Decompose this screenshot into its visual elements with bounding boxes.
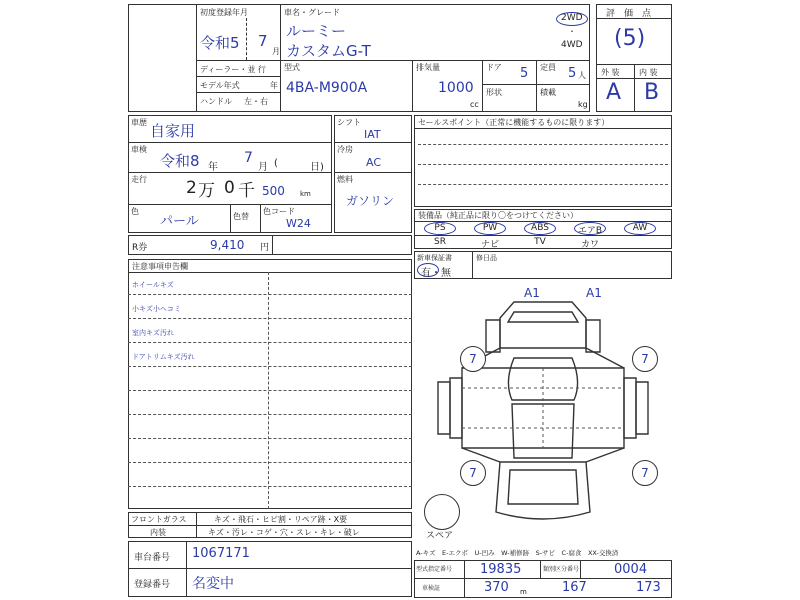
note-item-1: ホイールキズ bbox=[132, 281, 174, 289]
windshield-value: キズ・飛石・ヒビ割・リペア跡・X要 bbox=[214, 515, 348, 524]
drive-2wd: 2WD bbox=[561, 13, 583, 23]
reg-no-value: 名変中 bbox=[192, 576, 234, 592]
manual-value: 有・無 bbox=[421, 268, 451, 279]
recycle-label: R券 bbox=[132, 243, 148, 253]
first-reg-era: 令和5 bbox=[200, 34, 240, 52]
equipment-item: SR bbox=[434, 237, 446, 247]
spare-tire-circle bbox=[424, 494, 460, 530]
equipment-circle bbox=[474, 222, 506, 235]
tire-front-right: 7 bbox=[632, 346, 658, 372]
mileage-man: 2 bbox=[186, 178, 197, 198]
mark-top-2: A1 bbox=[586, 286, 602, 300]
doors-label: ドア bbox=[486, 63, 502, 72]
exterior-label: 外 装 bbox=[601, 68, 620, 77]
mileage-sen-unit: 千 bbox=[238, 181, 255, 201]
load-unit: kg bbox=[578, 100, 588, 109]
handle-value: 左・右 bbox=[244, 97, 268, 106]
inspection-paren: ( bbox=[274, 158, 278, 169]
inspection-day-unit: 日) bbox=[310, 162, 324, 173]
tire-front-left: 7 bbox=[460, 346, 486, 372]
equipment-item: PW bbox=[482, 223, 498, 233]
note-item-4: ドアトリムキズ汚れ bbox=[132, 353, 195, 361]
sales-point-label: セールスポイント（正常に機能するものに限ります） bbox=[418, 118, 610, 127]
note-item-3: 室内キズ汚れ bbox=[132, 329, 174, 337]
manual-box bbox=[414, 251, 672, 279]
load-label: 積載 bbox=[540, 88, 556, 97]
spare-label: スペア bbox=[426, 531, 454, 541]
equipment-circle bbox=[524, 222, 556, 235]
stock-no-label: 車台番号 bbox=[134, 553, 171, 563]
model-label: 型式 bbox=[284, 63, 300, 72]
color-label: 色 bbox=[131, 207, 139, 216]
class-no-label: 類別区分番号 bbox=[543, 566, 580, 573]
ac-value: AC bbox=[366, 156, 382, 169]
mileage-sen: 0 bbox=[224, 178, 235, 198]
model-year-unit: 年 bbox=[270, 81, 278, 90]
car-name: ルーミー bbox=[286, 22, 347, 40]
type-no-label: 型式指定番号 bbox=[416, 566, 453, 573]
inspection-label: 車検 bbox=[131, 145, 147, 154]
first-reg-month: 7 bbox=[258, 32, 268, 50]
score-label: 評 価 点 bbox=[606, 9, 652, 19]
mileage-hundreds: 500 bbox=[262, 184, 285, 198]
doors-value: 5 bbox=[520, 66, 529, 81]
first-reg-label: 初度登録年月 bbox=[200, 8, 248, 17]
interior-grade: B bbox=[644, 80, 660, 105]
notes-line bbox=[128, 414, 412, 415]
interior-row-value: キズ・汚レ・コゲ・穴・スレ・キレ・破レ bbox=[208, 528, 360, 537]
score-value: (5) bbox=[614, 26, 646, 51]
capacity-value: 5 bbox=[568, 66, 577, 81]
reg-no-label: 登録番号 bbox=[134, 580, 171, 590]
notes-line bbox=[128, 462, 412, 463]
capacity-label: 定員 bbox=[540, 63, 556, 72]
color-value: パール bbox=[160, 214, 199, 229]
length-value: 370 bbox=[484, 580, 509, 595]
fuel-label: 燃料 bbox=[337, 175, 353, 184]
color-no-label: 色替 bbox=[233, 212, 249, 221]
notes-box bbox=[128, 259, 412, 509]
model-value: 4BA-M900A bbox=[286, 80, 368, 96]
usage-label: 車歴 bbox=[131, 118, 147, 127]
windshield-label: フロントガラス bbox=[131, 515, 187, 524]
equipment-item: PS bbox=[434, 223, 446, 233]
recycle-box bbox=[128, 235, 412, 255]
first-reg-month-unit: 月 bbox=[272, 47, 280, 56]
shape-label: 形状 bbox=[486, 88, 502, 97]
class-no-value: 0004 bbox=[614, 562, 648, 577]
equipment-circle bbox=[424, 222, 456, 235]
notes-line bbox=[128, 366, 412, 367]
width-value: 167 bbox=[562, 580, 587, 595]
equipment-circle bbox=[574, 222, 606, 235]
height-value: 173 bbox=[636, 580, 661, 595]
color-code: W24 bbox=[286, 217, 311, 230]
dealer-label: ディーラー・並 行 bbox=[200, 65, 266, 74]
mileage-unit: km bbox=[300, 190, 311, 198]
note-item-2: 小キズ小ヘコミ bbox=[132, 305, 181, 313]
stock-box bbox=[128, 541, 412, 597]
exterior-grade: A bbox=[606, 80, 622, 105]
inspection-month-unit: 月 bbox=[258, 162, 268, 173]
capacity-unit: 人 bbox=[578, 71, 586, 80]
notes-line bbox=[128, 294, 412, 295]
displacement-value: 1000 bbox=[438, 80, 474, 96]
car-grade: カスタムG-T bbox=[286, 42, 371, 60]
equipment-item: ABS bbox=[531, 223, 549, 233]
ac-label: 冷房 bbox=[337, 145, 353, 154]
inspection-era: 令和8 bbox=[160, 152, 200, 170]
displacement-unit: cc bbox=[470, 100, 479, 109]
manual-label: 新車保証書 bbox=[417, 254, 452, 262]
equipment-item: ナビ bbox=[480, 240, 499, 250]
mark-top-1: A1 bbox=[524, 286, 540, 300]
shift-value: IAT bbox=[364, 128, 381, 141]
recycle-value: 9,410 bbox=[210, 238, 245, 252]
stock-no-value: 1067171 bbox=[192, 546, 250, 561]
notes-line bbox=[128, 318, 412, 319]
inspection-month: 7 bbox=[244, 150, 253, 166]
equipment-item: TV bbox=[534, 237, 546, 247]
notes-line bbox=[128, 438, 412, 439]
manual-other-label: 修日品 bbox=[476, 254, 497, 262]
equipment-item: エアB bbox=[577, 226, 603, 236]
recycle-unit: 円 bbox=[260, 243, 270, 253]
length-unit: m bbox=[520, 588, 527, 596]
equipment-label: 装備品（純正品に限り〇をつけてください） bbox=[418, 211, 578, 220]
displacement-label: 排気量 bbox=[416, 63, 440, 72]
notes-line bbox=[128, 390, 412, 391]
equipment-item: カワ bbox=[580, 240, 599, 250]
equipment-item: AW bbox=[632, 223, 648, 233]
damage-legend: A-キズ E-エクボ U-凹み W-補修跡 S-サビ C-腐食 XX-交換済 bbox=[416, 549, 619, 557]
notes-line bbox=[128, 486, 412, 487]
shift-label: シフト bbox=[337, 118, 361, 127]
color-code-label: 色コード bbox=[263, 207, 295, 216]
type-no-value: 19835 bbox=[480, 562, 522, 577]
drive-4wd: 4WD bbox=[561, 40, 583, 50]
handle-label: ハンドル bbox=[200, 97, 232, 106]
notes-line bbox=[128, 342, 412, 343]
mileage-label: 走行 bbox=[131, 175, 147, 184]
notes-label: 注意事項申告欄 bbox=[132, 262, 188, 271]
interior-row-label: 内装 bbox=[150, 528, 166, 537]
usage-value: 自家用 bbox=[150, 122, 196, 140]
equipment-circle bbox=[624, 222, 656, 235]
interior-label: 内 装 bbox=[639, 68, 658, 77]
inspection-year-unit: 年 bbox=[208, 162, 218, 173]
fuel-value: ガソリン bbox=[346, 194, 395, 208]
car-name-label: 車名・グレード bbox=[284, 8, 340, 17]
length-label: 車検証 bbox=[422, 585, 441, 592]
tire-rear-left: 7 bbox=[460, 460, 486, 486]
mileage-man-unit: 万 bbox=[198, 181, 215, 201]
drive-dot: ・ bbox=[568, 27, 576, 36]
model-year-label: モデル年式 bbox=[200, 81, 240, 90]
tire-rear-right: 7 bbox=[632, 460, 658, 486]
